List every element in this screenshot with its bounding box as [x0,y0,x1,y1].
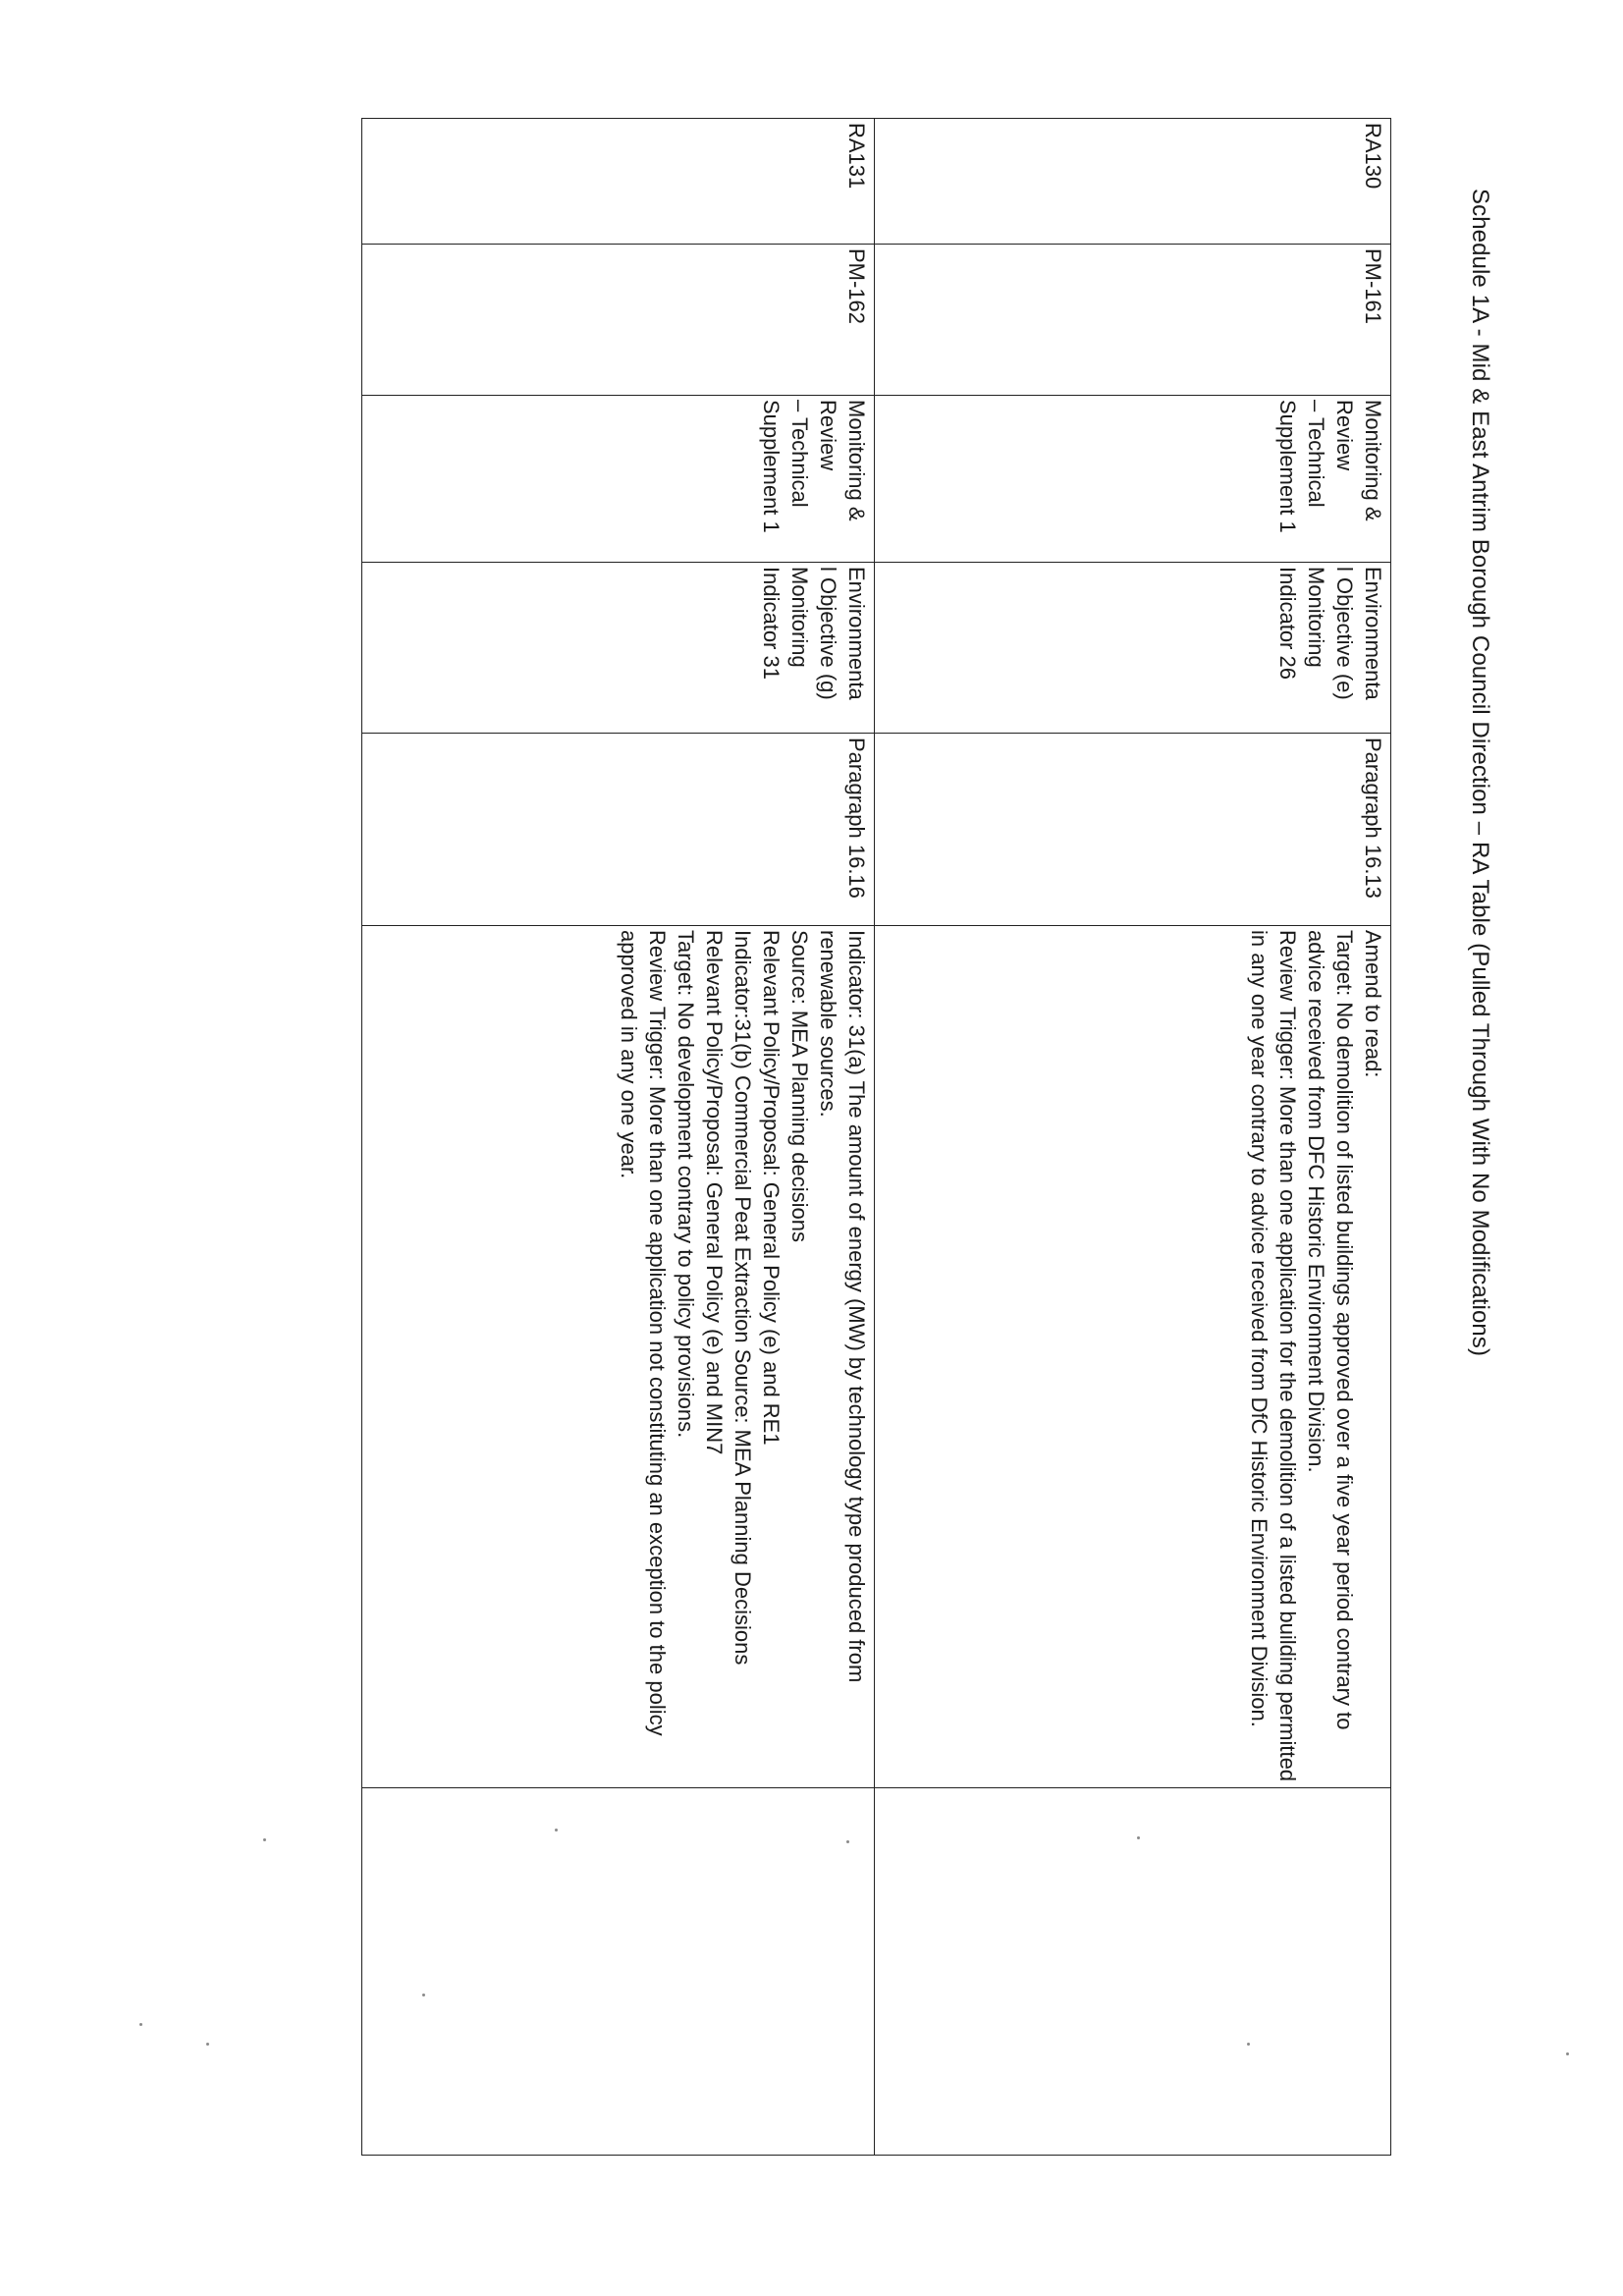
document-line: – Technical [1303,400,1328,508]
change-text: Indicator: 31(a) The amount of energy (MW) by technology type produced from renewable sources. [815,930,869,1683]
reference-line: Indicator 26 [1274,567,1300,680]
document-line: Review [815,400,840,471]
change-cell [362,926,875,1788]
change-text: Indicator:31(b) Commercial Peat Extraction Source: MEA Planning Decisions [730,930,755,1666]
change-text: Amend to read: [1361,930,1385,1078]
reference-line: Indicator 31 [758,567,784,680]
document-line: Supplement 1 [758,400,784,533]
document-line: Supplement 1 [1274,400,1300,533]
scan-speck [555,1829,558,1831]
paragraph-cell: Paragraph 16.13 [875,734,1391,926]
ra-ref-cell: RA131 [362,119,875,245]
scan-speck [1137,1836,1140,1839]
scan-speck [846,1840,849,1843]
document-cell [362,396,875,563]
change-text: Target: No development contrary to policy provisions. [673,930,698,1439]
change-cell [875,926,1391,1788]
change-text: Target: No demolition of listed buildings approved over a five year period contrary to advice received from DFC Historic Environment Division. [1303,930,1357,1730]
scan-speck [139,2023,142,2026]
reference-line: l Objective (g) [815,567,840,700]
change-text: Relevant Policy/Proposal: General Policy (e) and MIN7 [701,930,727,1455]
document-line: Monitoring & [844,400,869,521]
reference-cell [362,563,875,734]
table-row [362,119,875,2156]
reference-line: Environmenta [1361,567,1385,700]
scan-speck [1566,2052,1569,2055]
paragraph-cell: Paragraph 16.16 [362,734,875,926]
reference-cell [875,563,1391,734]
scan-speck [422,1994,425,1996]
pm-ref-cell: PM-162 [362,245,875,396]
change-text: Relevant Policy/Proposal: General Policy (e) and RE1 [758,930,784,1446]
reference-line: Monitoring [786,567,812,668]
reference-line: Monitoring [1303,567,1328,668]
change-text: Source: MEA Planning decisions [786,930,812,1242]
document-line: Monitoring & [1361,400,1385,521]
ra-ref-cell: RA130 [875,119,1391,245]
notes-cell [362,1788,875,2156]
scan-speck [263,1838,266,1841]
document-title: Schedule 1A - Mid & East Antrim Borough Council Direction – RA Table (Pulled Through With No Modifications) [1467,189,1493,1357]
scan-speck [206,2043,209,2046]
change-text: Review Trigger: More than one application for the demolition of a listed building permitted in any one year contrary to advice received from DfC Historic Environment Division. [1246,930,1300,1782]
table-row [875,119,1391,2156]
ra-table [361,118,1391,2156]
change-text: Review Trigger: More than one application not constituting an exception to the policy approved in any one year. [616,930,670,1736]
reference-line: Environmenta [844,567,869,700]
scan-speck [1247,2043,1250,2046]
reference-line: l Objective (e) [1331,567,1357,700]
document-line: – Technical [786,400,812,508]
document-line: Review [1331,400,1357,471]
notes-cell [875,1788,1391,2156]
document-cell [875,396,1391,563]
pm-ref-cell: PM-161 [875,245,1391,396]
